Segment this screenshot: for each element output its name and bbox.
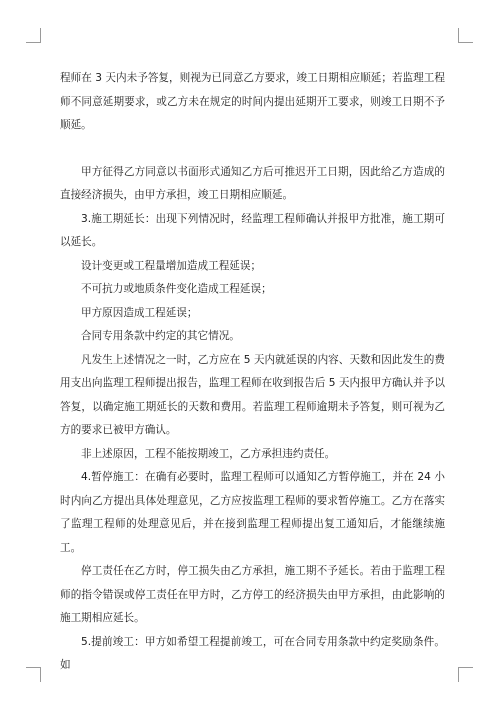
paragraph-section-3: 3.施工期延长：出现下列情况时，经监理工程师确认并报甲方批准，施工期可以延长。 — [60, 212, 445, 248]
crop-mark-bottom-right — [458, 667, 473, 682]
paragraph: 停工责任在乙方时，停工损失由乙方承担，施工期不予延长。若由于监理工程师的指令错误或停工责任在甲方时，乙方停工的经济损失由甲方承担，由此影响的施工期相应延长。 — [60, 565, 445, 624]
crop-mark-bottom-left — [26, 667, 41, 682]
paragraph: 凡发生上述情况之一时，乙方应在 5 天内就延误的内容、天数和因此发生的费用支出向监理工程师提出报告，监理工程师在收到报告后 5 天内报甲方确认并予以答复，以确定施工期延长的天数和费用。若监理工程师逾期未予答复，则可视为乙方的要求已被甲方确认。 — [60, 353, 445, 436]
list-item: 不可抗力或地质条件变化造成工程延误； — [81, 283, 272, 295]
list-item: 合同专用条款中约定的其它情况。 — [81, 330, 240, 342]
paragraph-gap — [60, 138, 445, 161]
paragraph: 甲方征得乙方同意以书面形式通知乙方后可推迟开工日期，因此给乙方造成的直接经济损失，由甲方承担，竣工日期相应顺延。 — [60, 165, 445, 201]
paragraph-section-4: 4.暂停施工：在确有必要时，监理工程师可以通知乙方暂停施工，并在 24 小时内向乙方提出具体处理意见，乙方应按监理工程师的要求暂停施工。乙方在落实了监理工程师的处理意见后，并在接到监理工程师提出复工通知后，才能继续施工。 — [60, 471, 445, 554]
paragraph: 非上述原因，工程不能按期竣工，乙方承担违约责任。 — [81, 447, 336, 460]
crop-mark-top-right — [458, 28, 473, 43]
crop-mark-top-left — [26, 28, 41, 43]
list-item: 设计变更或工程量增加造成工程延误； — [81, 259, 262, 272]
paragraph-section-5: 5.提前竣工：甲方如希望工程提前竣工，可在合同专用条款中约定奖励条件。如 — [60, 635, 445, 671]
document-body — [60, 67, 445, 678]
list-item: 甲方原因造成工程延误； — [81, 306, 198, 319]
paragraph-continuation: 程师在 3 天内未予答复，则视为已同意乙方要求，竣工日期相应顺延；若监理工程师不同意延期要求，或乙方未在规定的时间内提出延期开工要求，则竣工日期不予顺延。 — [60, 72, 445, 131]
